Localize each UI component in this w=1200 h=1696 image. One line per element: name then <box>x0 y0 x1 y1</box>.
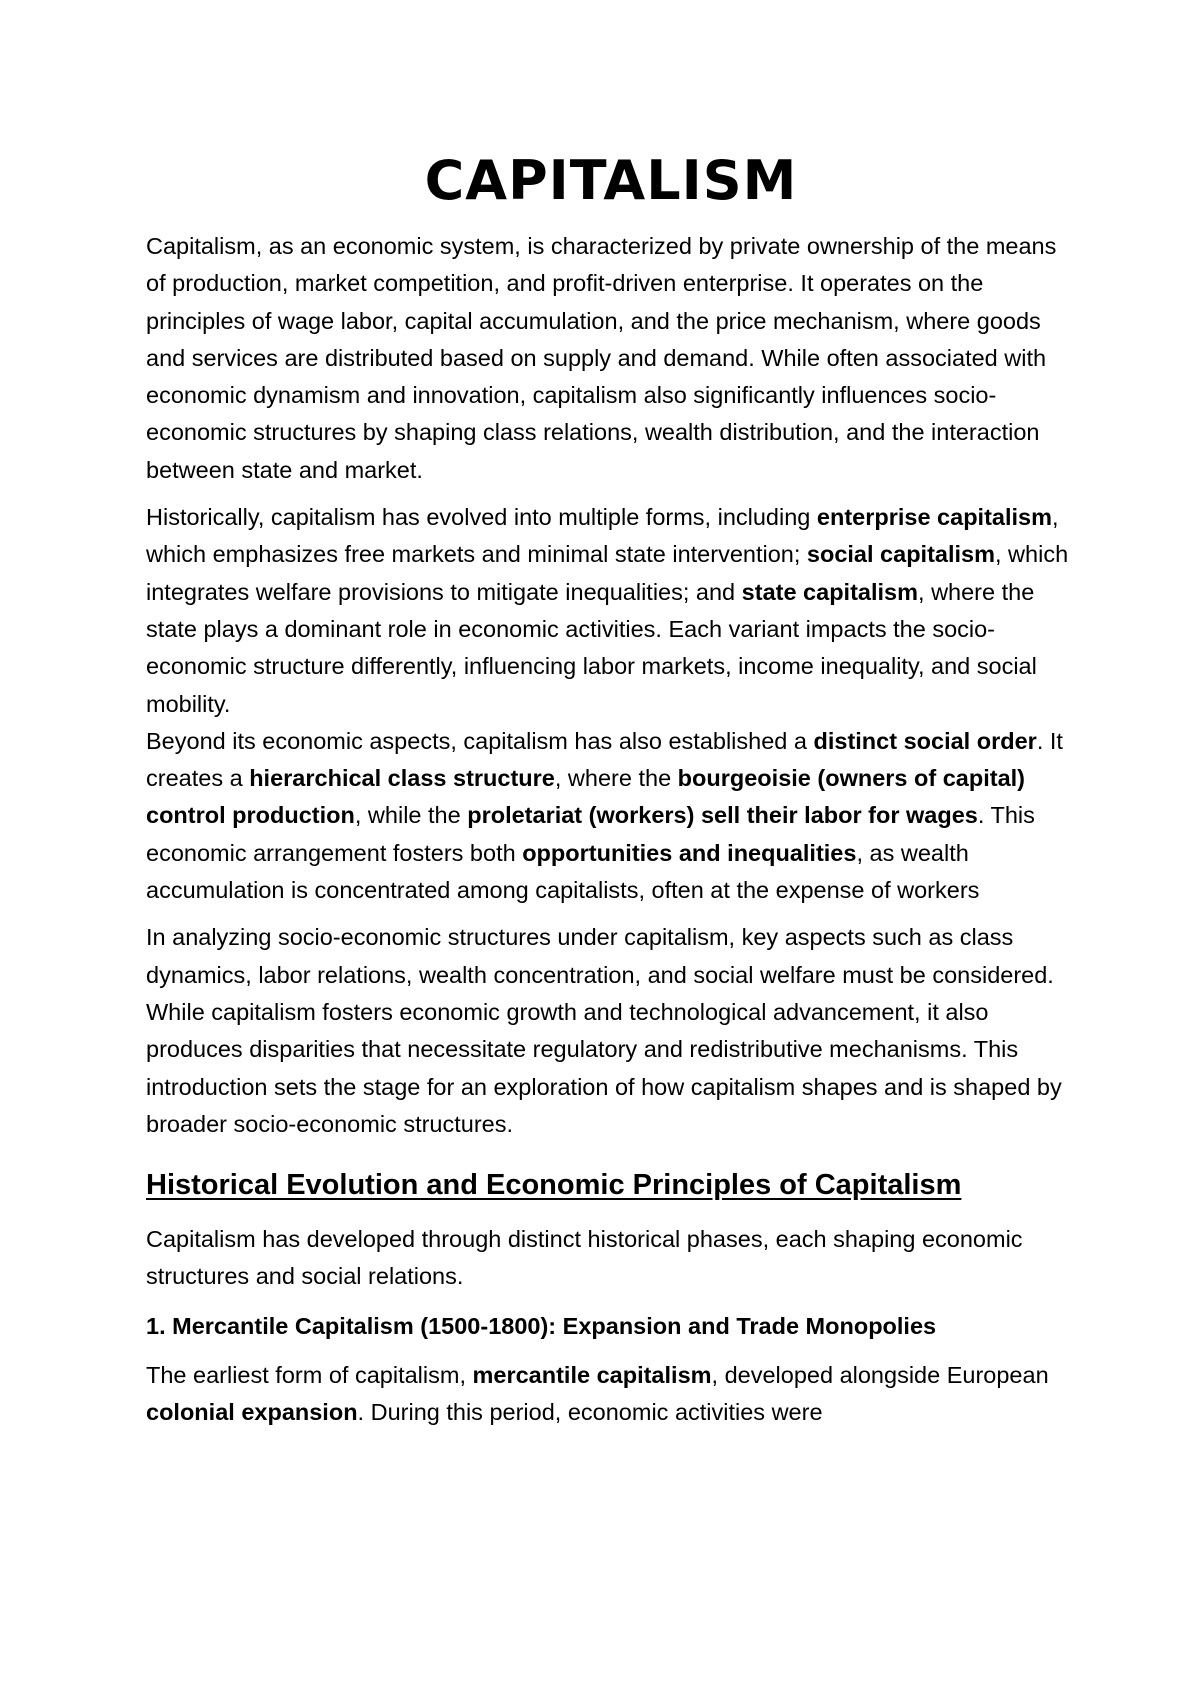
subsection-heading: 1. Mercantile Capitalism (1500-1800): Expansion and Trade Monopolies <box>146 1312 937 1339</box>
mercantile-text-1: The earliest form of capitalism, <box>146 1362 473 1389</box>
social-bold-distinct-social-order: distinct social order <box>813 727 1037 754</box>
social-text-6: , as wealth accumulation is concentrated among capitalists, often at the expense of workers <box>146 839 980 904</box>
section-heading: Historical Evolution and Economic Principles of Capitalism <box>146 1169 962 1202</box>
document-title: CAPITALISM <box>424 149 798 212</box>
forms-text-4: , where the state plays a dominant role in economic activities. Each variant impacts the socio-economic structure differently, influencing labor markets, income inequality, and social mobility. <box>146 578 1037 717</box>
forms-text-1: Historically, capitalism has evolved into multiple forms, including <box>146 504 817 531</box>
social-bold-bourgeoisie: bourgeoisie (owners of capital) control production <box>146 765 1025 829</box>
social-bold-opportunities-inequalities: opportunities and inequalities <box>522 839 857 866</box>
forms-paragraph <box>146 499 1076 723</box>
social-text-1: Beyond its economic aspects, capitalism has also established a <box>146 727 814 754</box>
forms-bold-enterprise-capitalism: enterprise capitalism <box>816 504 1052 531</box>
mercantile-bold-mercantile-capitalism: mercantile capitalism <box>472 1362 712 1389</box>
forms-bold-social-capitalism: social capitalism <box>806 541 995 568</box>
forms-bold-state-capitalism: state capitalism <box>741 578 919 605</box>
social-text-3: , where the <box>554 765 678 792</box>
social-text-4: , while the <box>354 802 468 829</box>
social-bold-proletariat: proletariat (workers) sell their labor for wages <box>467 802 978 829</box>
section-intro-paragraph: Capitalism has developed through distinct historical phases, each shaping economic structures and social relations. <box>146 1226 1023 1290</box>
forms-text-2: , which emphasizes free markets and minimal state intervention; <box>146 504 1059 568</box>
mercantile-text-2: , developed alongside European <box>711 1362 1049 1389</box>
mercantile-bold-colonial-expansion: colonial expansion <box>146 1399 358 1426</box>
social-bold-hierarchical-class-structure: hierarchical class structure <box>249 765 555 792</box>
forms-text-3: , which integrates welfare provisions to mitigate inequalities; and <box>146 541 1069 605</box>
intro-paragraph: Capitalism, as an economic system, is characterized by private ownership of the means of production, market competition, and profit-driven enterprise. It operates on the principles of wage labor, capital accumulation, and the price mechanism, where goods and services are distributed based on supply and demand. While often associated with economic dynamism and innovation, capitalism also significantly influences socio-economic structures by shaping class relations, wealth distribution, and the interaction between state and market. <box>146 233 1057 483</box>
analysis-paragraph: In analyzing socio-economic structures under capitalism, key aspects such as class dynamics, labor relations, wealth concentration, and social welfare must be considered. While capitalism fosters economic growth and technological advancement, it also produces disparities that necessitate regulatory and redistributive mechanisms. This introduction sets the stage for an exploration of how capitalism shapes and is shaped by broader socio-economic structures. <box>146 924 1062 1137</box>
social-order-paragraph <box>146 723 1076 909</box>
social-text-2: . It creates a <box>146 727 1063 792</box>
document-body <box>146 146 1076 1432</box>
social-text-5: . This economic arrangement fosters both <box>146 802 1035 866</box>
mercantile-paragraph <box>146 1357 1076 1432</box>
mercantile-text-3: . During this period, economic activities were <box>357 1399 823 1426</box>
